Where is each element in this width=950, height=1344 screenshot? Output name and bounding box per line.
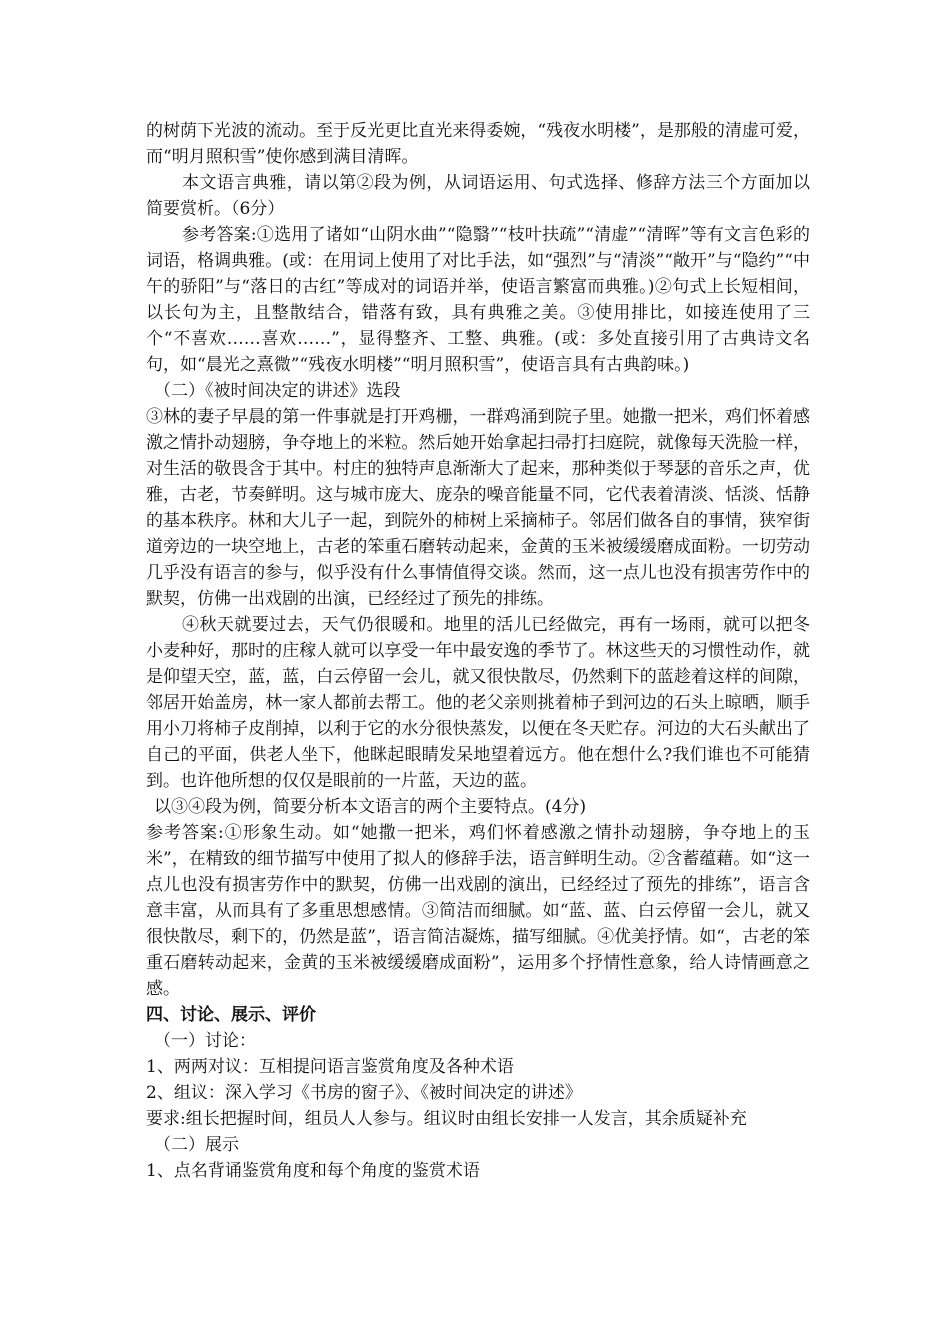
subheading-discussion: （一）讨论： <box>154 1031 256 1051</box>
list-item-2: 2、组议：深入学习《书房的窗子》、《被时间决定的讲述》 <box>146 1083 582 1103</box>
requirement: 要求:组长把握时间，组员人人参与。组议时由组长安排一人发言，其余质疑补充 <box>146 1109 747 1129</box>
paragraph-4: ④秋天就要过去，天气仍很暖和。地里的活儿已经做完，再有一场雨，就可以把冬小麦种好，那时的庄稼人就可以享受一年中最安逸的季节了。林这些天的习惯性动作，就是仰望天空，蓝，蓝，白云停留一会儿，就又很快散尽，仍然剩下的蓝趁着这样的间隙，邻居开始盖房，林一家人都前去帮工。他的老父亲则挑着柿子到河边的石头上晾晒，顺手用小刀将柿子皮削掉，以利于它的水分很快蒸发，以便在冬天贮存。河边的大石头献出了自己的平面，供老人坐下，他眯起眼睛发呆地望着远方。他在想什么?我们谁也不可能猜到。也许他所想的仅仅是眼前的一片蓝，天边的蓝。 <box>146 615 810 791</box>
paragraph-3: ③林的妻子早晨的第一件事就是打开鸡栅，一群鸡涌到院子里。她撒一把米，鸡们怀着感激之情扑动翅膀，争夺地上的米粒。然后她开始拿起扫帚打扫庭院，就像每天洗脸一样，对生活的敬畏含于其中。村庄的独特声息渐渐大了起来，那种类似于琴瑟的音乐之声，优雅，古老，节奏鲜明。这与城市庞大、庞杂的噪音能量不同，它代表着清淡、恬淡、恬静的基本秩序。林和大儿子一起，到院外的柿树上采摘柿子。邻居们做各自的事情，狭窄街道旁边的一块空地上，古老的笨重石磨转动起来，金黄的玉米被缓缓磨成面粉。一切劳动几乎没有语言的参与，似乎没有什么事情值得交谈。然而，这一点儿也没有损害劳作中的默契，仿佛一出戏剧的出演，已经经过了预先的排练。 <box>146 407 810 609</box>
question-1: 本文语言典雅，请以第②段为例，从词语运用、句式选择、修辞方法三个方面加以简要赏析。（6分） <box>146 173 810 219</box>
question-2: 以③④段为例，简要分析本文语言的两个主要特点。(4分) <box>154 797 587 817</box>
answer-2: 参考答案:①形象生动。如“她撒一把米，鸡们怀着感激之情扑动翅膀，争夺地上的玉米”，在精致的细节描写中使用了拟人的修辞手法，语言鲜明生动。②含蓄蕴藉。如“这一点儿也没有损害劳作中的默契，仿佛一出戏剧的演出，已经经过了预先的排练”，语言含意丰富，从而具有了多重思想感情。③简洁而细腻。如“蓝、蓝、白云停留一会儿，就又很快散尽，剩下的，仍然是蓝”，语言简洁凝炼，描写细腻。④优美抒情。如“，古老的笨重石磨转动起来，金黄的玉米被缓缓磨成面粉”，运用多个抒情性意象，给人诗情画意之感。 <box>146 823 810 999</box>
subheading-display: （二）展示 <box>154 1135 239 1155</box>
paragraph-continuation: 的树荫下光波的流动。至于反光更比直光来得委婉，“残夜水明楼”，是那般的清虚可爱，而“明月照积雪”使你感到满目清晖。 <box>146 121 810 167</box>
document-page <box>146 118 810 1184</box>
section-title-2: （二）《被时间决定的讲述》选段 <box>154 381 401 401</box>
list-item-1: 1、两两对议：互相提问语言鉴赏角度及各种术语 <box>146 1057 514 1077</box>
list-item-3: 1、点名背诵鉴赏角度和每个角度的鉴赏术语 <box>146 1161 480 1181</box>
heading-discussion: 四、讨论、展示、评价 <box>146 1005 316 1025</box>
answer-1: 参考答案:①选用了诸如“山阴水曲”“隐翳”“枝叶扶疏”“清虚”“清晖”等有文言色彩的词语，格调典雅。(或：在用词上使用了对比手法，如“强烈”与“清淡”“敞开”与“隐约”“中午的骄阳”与“落日的古红”等成对的词语并举，使语言繁富而典雅。)②句式上长短相间，以长句为主，且整散结合，错落有致，具有典雅之美。③使用排比，如接连使用了三个“不喜欢……喜欢……”，显得整齐、工整、典雅。(或：多处直接引用了古典诗文名句，如“晨光之熹微”“残夜水明楼”“明月照积雪”，使语言具有古典韵味。) <box>146 225 810 375</box>
